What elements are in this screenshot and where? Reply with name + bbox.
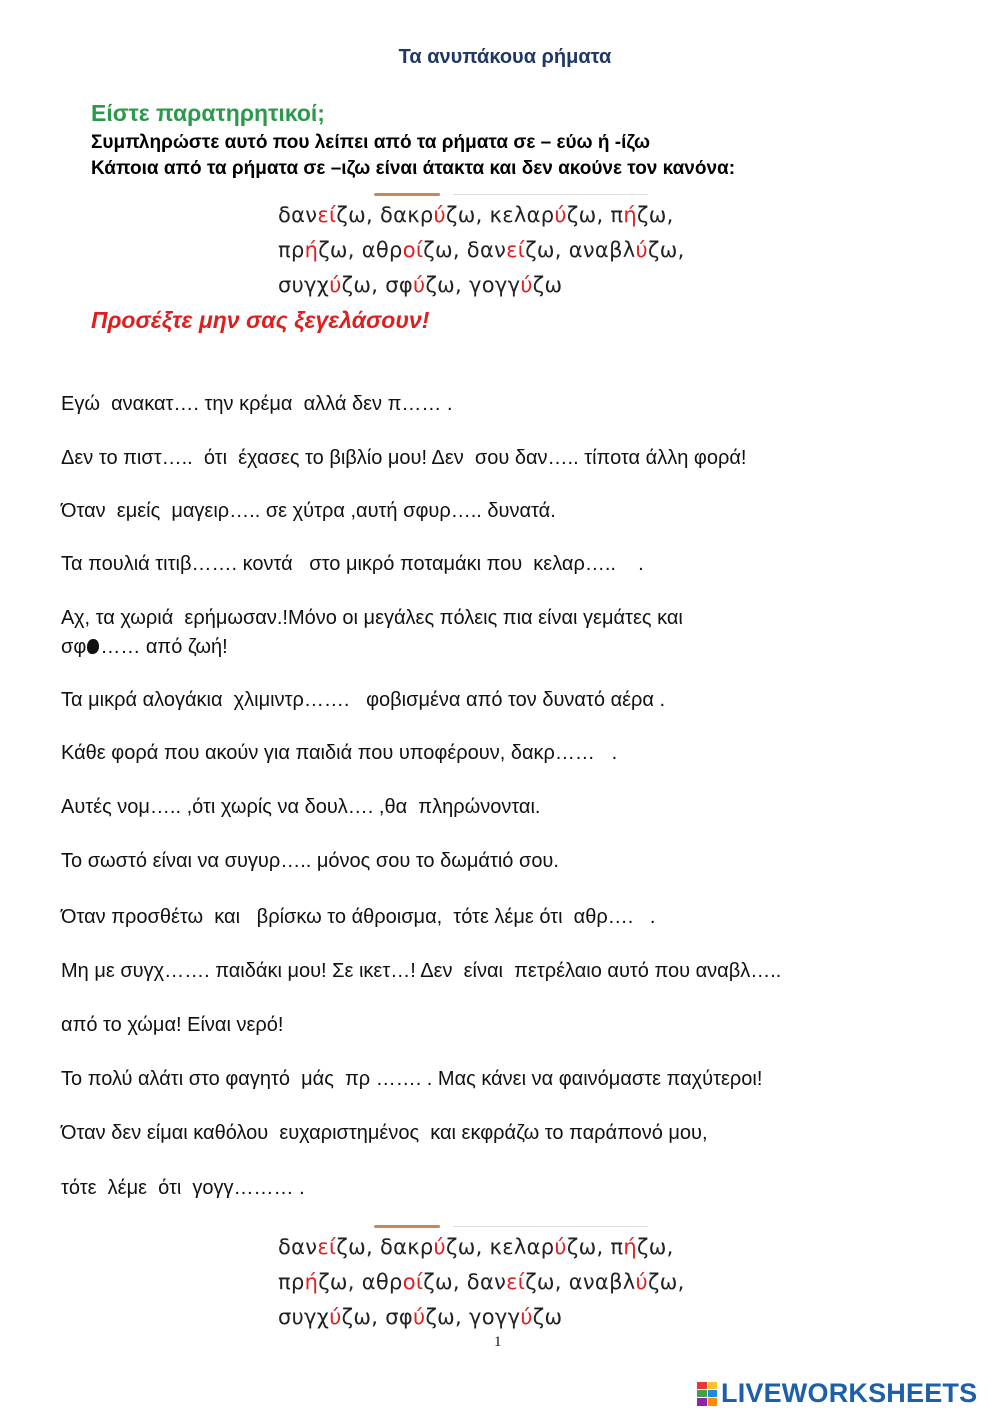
box-border-line (453, 194, 648, 195)
exercise-sentence: Εγώ ανακατ…. την κρέμα αλλά δεν π…… . (61, 393, 453, 415)
exercise-sentence: Το πολύ αλάτι στο φαγητό μάς πρ ……. . Μας κάνει να φαινόμαστε παχύτεροι! (61, 1068, 763, 1090)
verb-text: ζω, (647, 238, 685, 262)
exercise-sentence: Αυτές νομ….. ,ότι χωρίς να δουλ…. ,θα πληρώνονται. (61, 796, 541, 818)
verb-text: δαν (278, 203, 318, 227)
highlighted-letters: ύ (433, 1235, 446, 1259)
verb-text: ζω, γογγ (425, 1305, 521, 1329)
logo-tile (708, 1398, 718, 1405)
exercise-sentence: Τα μικρά αλογάκια χλιμιντρ……. φοβισμένα από τον δυνατό αέρα . (61, 689, 666, 711)
box-tab-decoration (374, 1225, 440, 1228)
verb-text: ζω (532, 273, 563, 297)
verb-text: ζω, αναβλ (525, 238, 636, 262)
highlighted-letters: ύ (329, 273, 342, 297)
exercise-sentence: Όταν εμείς μαγειρ….. σε χύτρα ,αυτή σφυρ….. δυνατά. (61, 500, 556, 522)
verb-text: ζω, αθρ (318, 238, 403, 262)
verb-text: πρ (278, 238, 305, 262)
logo-tile (697, 1398, 707, 1405)
highlighted-letters: εί (317, 203, 337, 227)
highlighted-letters: οί (402, 238, 424, 262)
verb-text: ζω, κελαρ (446, 1235, 555, 1259)
page-number: 1 (494, 1334, 502, 1350)
highlighted-letters: οί (402, 1270, 424, 1294)
verb-text: ζω, δακρ (336, 203, 434, 227)
verb-text: ζω, σφ (341, 273, 413, 297)
verb-text: ζω (532, 1305, 563, 1329)
highlighted-letters: ύ (635, 238, 648, 262)
verb-text: ζω, αναβλ (525, 1270, 636, 1294)
exercise-sentence: Το σωστό είναι να συγυρ….. μόνος σου το δωμάτιό σου. (61, 850, 559, 872)
logo-tile (697, 1382, 707, 1389)
verb-text: ζω, δαν (423, 1270, 507, 1294)
exercise-sentence: από το χώμα! Είναι νερό! (61, 1014, 284, 1036)
exercise-sentence: τότε λέμε ότι γογγ……… . (61, 1177, 305, 1199)
exercise-suffix: …… από ζωή! (100, 636, 228, 658)
warning-text: Προσέξτε μην σας ξεγελάσουν! (91, 307, 430, 333)
verb-list-line (278, 238, 685, 262)
highlighted-letters: ύ (329, 1305, 342, 1329)
highlighted-letters: ύ (554, 203, 567, 227)
verb-text: ζω, (636, 1235, 674, 1259)
highlighted-letters: ύ (520, 273, 533, 297)
logo-tile (708, 1390, 718, 1397)
highlighted-letters: ύ (520, 1305, 533, 1329)
highlighted-letters: ύ (413, 1305, 426, 1329)
exercise-sentence: Αχ, τα χωριά ερήμωσαν.!Μόνο οι μεγάλες πόλεις πια είναι γεμάτες και (61, 607, 683, 629)
highlighted-letters: ύ (413, 273, 426, 297)
logo-tile (708, 1382, 718, 1389)
highlighted-letters: ύ (635, 1270, 648, 1294)
exercise-sentence: Όταν δεν είμαι καθόλου ευχαριστημένος και εκφράζω το παράπονό μου, (61, 1122, 708, 1144)
verb-list-line (278, 273, 562, 297)
highlighted-letters: ύ (554, 1235, 567, 1259)
highlighted-letters: ύ (433, 203, 446, 227)
highlighted-letters: εί (506, 238, 526, 262)
highlighted-letters: ή (304, 238, 319, 262)
section-heading: Είστε παρατηρητικοί; (91, 100, 325, 126)
verb-list-line (278, 1270, 685, 1294)
verb-text: ζω, σφ (341, 1305, 413, 1329)
box-tab-decoration (374, 193, 440, 196)
highlighted-letters: εί (506, 1270, 526, 1294)
ink-blot-icon (87, 639, 99, 654)
verb-list-line (278, 1235, 674, 1259)
highlighted-letters: ή (304, 1270, 319, 1294)
exercise-sentence: Κάθε φορά που ακούν για παιδιά που υποφέρουν, δακρ…… . (61, 742, 618, 764)
brand-name: LIVEWORKSHEETS (721, 1378, 978, 1408)
verb-text: συγχ (278, 1305, 330, 1329)
verb-text: ζω, γογγ (425, 273, 521, 297)
verb-text: ζω, αθρ (318, 1270, 403, 1294)
exercise-sentence: Όταν προσθέτω και βρίσκω το άθροισμα, τότε λέμε ότι αθρ…. . (61, 906, 656, 928)
page-title: Τα ανυπάκουα ρήματα (398, 46, 612, 68)
liveworksheets-branding[interactable] (697, 1378, 977, 1409)
exercise-sentence-continued (61, 636, 228, 659)
instruction-line-1: Συμπληρώστε αυτό που λείπει από τα ρήματα σε – εύω ή -ίζω (91, 132, 651, 153)
verb-text: ζω, δαν (423, 238, 507, 262)
verb-text: ζω, π (566, 1235, 624, 1259)
highlighted-letters: εί (317, 1235, 337, 1259)
verb-list-line (278, 203, 674, 227)
verb-list-line (278, 1305, 562, 1329)
logo-tile (697, 1390, 707, 1397)
verb-text: δαν (278, 1235, 318, 1259)
verb-text: ζω, κελαρ (446, 203, 555, 227)
highlighted-letters: ή (623, 1235, 637, 1259)
verb-text: ζω, δακρ (336, 1235, 434, 1259)
verb-text: ζω, π (566, 203, 624, 227)
exercise-sentence: Μη με συγχ……. παιδάκι μου! Σε ικετ…! Δεν είναι πετρέλαιο αυτό που αναβλ….. (61, 960, 782, 982)
liveworksheets-logo-icon (697, 1382, 717, 1406)
exercise-prefix: σφ (61, 636, 87, 658)
verb-text: ζω, (636, 203, 674, 227)
instruction-line-2: Κάποια από τα ρήματα σε –ιζω είναι άτακτα και δεν ακούνε τον κανόνα: (91, 158, 736, 179)
verb-text: πρ (278, 1270, 305, 1294)
highlighted-letters: ή (623, 203, 637, 227)
exercise-sentence: Τα πουλιά τιτιβ……. κοντά στο μικρό ποταμάκι που κελαρ….. . (61, 553, 644, 575)
verb-text: συγχ (278, 273, 330, 297)
box-border-line (453, 1226, 648, 1227)
verb-text: ζω, (647, 1270, 685, 1294)
exercise-sentence: Δεν το πιστ….. ότι έχασες το βιβλίο μου! Δεν σου δαν….. τίποτα άλλη φορά! (61, 447, 747, 469)
